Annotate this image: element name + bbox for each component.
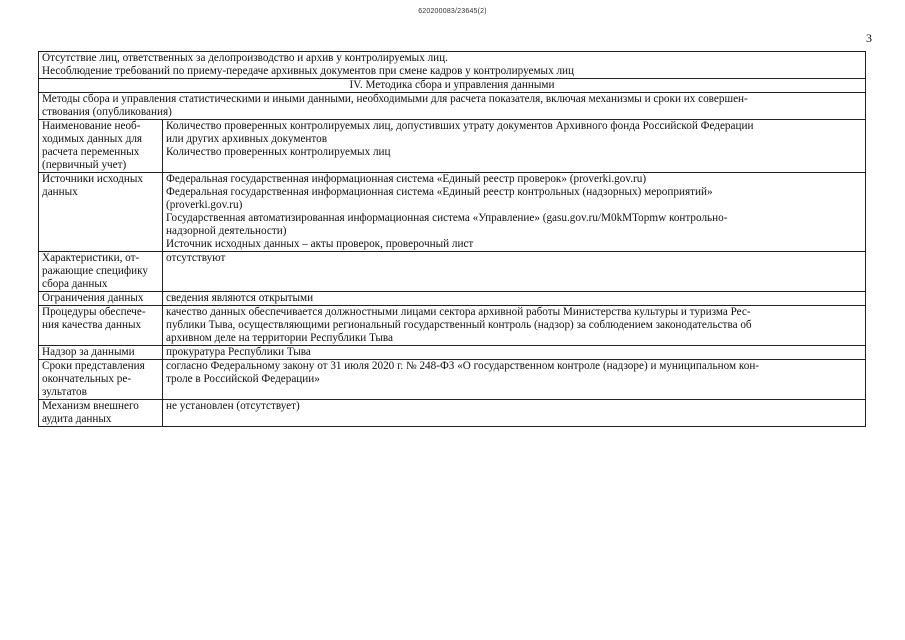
- table-row: [39, 346, 866, 360]
- label-line: ходимых данных для: [42, 133, 143, 145]
- row-value-quality: [163, 306, 866, 346]
- row-label-variables: [39, 120, 163, 173]
- methods-line-2: ствования (опубликования): [42, 106, 172, 118]
- methods-line-1: Методы сбора и управления статистическими и иными данными, необходимыми для расчета показателя, включая механизмы и сроки их совершен-: [42, 93, 748, 105]
- value-line: качество данных обеспечивается должностными лицами сектора архивной работы Министерства культуры и туризма Рес-: [166, 306, 751, 318]
- label-line: Характеристики, от-: [42, 252, 140, 264]
- value-line: согласно Федеральному закону от 31 июля 2020 г. № 248-ФЗ «О государственном контроле (надзоре) и муниципальном кон-: [166, 360, 760, 372]
- row-value-characteristics: [163, 252, 866, 292]
- label-line: (первичный учет): [42, 159, 127, 171]
- row-value-sources: [163, 173, 866, 252]
- row-label-audit: [39, 400, 163, 427]
- label-line: расчета переменных: [42, 146, 140, 158]
- label-line: зультатов: [42, 386, 87, 398]
- table-row: [39, 120, 866, 173]
- table-row: [39, 292, 866, 306]
- value-line: архивном деле на территории Республики Тыва: [166, 332, 393, 344]
- row-label-characteristics: [39, 252, 163, 292]
- methodology-table: [38, 51, 866, 427]
- table-row: [39, 173, 866, 252]
- label-line: Сроки представления: [42, 360, 145, 372]
- row-value-oversight: [163, 346, 866, 360]
- table-row: [39, 252, 866, 292]
- value-line: сведения являются открытыми: [166, 292, 314, 304]
- row-value-audit: [163, 400, 866, 427]
- label-line: ражающие специфику: [42, 265, 148, 277]
- value-line: Государственная автоматизированная информационная система «Управление» (gasu.gov.ru/M0kMTopmw контрольно-: [166, 212, 728, 224]
- label-line: данных: [42, 186, 78, 198]
- label-line: Наименование необ-: [42, 120, 141, 132]
- row-label-quality: [39, 306, 163, 346]
- methods-cell: [39, 93, 866, 120]
- methods-row: [39, 93, 866, 120]
- value-line: троле в Российской Федерации»: [166, 373, 320, 385]
- section-row: [39, 79, 866, 93]
- value-line: надзорной деятельности): [166, 225, 287, 237]
- page-number: 3: [866, 31, 872, 45]
- absence-cell: [39, 52, 866, 79]
- label-line: сбора данных: [42, 278, 108, 290]
- value-line: отсутствуют: [166, 252, 226, 264]
- value-line: (proverki.gov.ru): [166, 199, 243, 211]
- table-row: [39, 400, 866, 427]
- value-line: Федеральная государственная информационная система «Единый реестр проверок» (proverki.gov.ru): [166, 173, 647, 185]
- table-row: [39, 360, 866, 400]
- value-line: или других архивных документов: [166, 133, 328, 145]
- value-line: Федеральная государственная информационная система «Единый реестр контрольных (надзорных) мероприятий»: [166, 186, 713, 198]
- value-line: Количество проверенных контролируемых лиц: [166, 146, 391, 158]
- row-label-restrictions: [39, 292, 163, 306]
- label-line: аудита данных: [42, 413, 112, 425]
- value-line: прокуратура Республики Тыва: [166, 346, 311, 358]
- table-row: [39, 306, 866, 346]
- value-line: Источник исходных данных – акты проверок, проверочный лист: [166, 238, 474, 250]
- row-label-sources: [39, 173, 163, 252]
- document-id: 620200083/23645(2): [418, 8, 487, 15]
- row-value-deadlines: [163, 360, 866, 400]
- absence-line-2: Несоблюдение требований по приему-передаче архивных документов при смене кадров у контролируемых лиц: [42, 65, 575, 77]
- label-line: окончательных ре-: [42, 373, 132, 385]
- value-line: Количество проверенных контролируемых лиц, допустивших утрату документов Архивного фонда Российской Федерации: [166, 120, 754, 132]
- absence-line-1: Отсутствие лиц, ответственных за делопроизводство и архив у контролируемых лиц.: [42, 52, 448, 64]
- section-title: IV. Методика сбора и управления данными: [39, 79, 866, 93]
- value-line: не установлен (отсутствует): [166, 400, 300, 412]
- row-value-variables: [163, 120, 866, 173]
- label-line: Надзор за данными: [42, 346, 135, 358]
- value-line: публики Тыва, осуществляющими региональный государственный контроль (надзор) за соблюдением законодательства об: [166, 319, 752, 331]
- row-label-oversight: [39, 346, 163, 360]
- label-line: Процедуры обеспече-: [42, 306, 146, 318]
- row-value-restrictions: [163, 292, 866, 306]
- label-line: Ограничения данных: [42, 292, 144, 304]
- label-line: Источники исходных: [42, 173, 143, 185]
- absence-row: [39, 52, 866, 79]
- label-line: Механизм внешнего: [42, 400, 139, 412]
- row-label-deadlines: [39, 360, 163, 400]
- label-line: ния качества данных: [42, 319, 142, 331]
